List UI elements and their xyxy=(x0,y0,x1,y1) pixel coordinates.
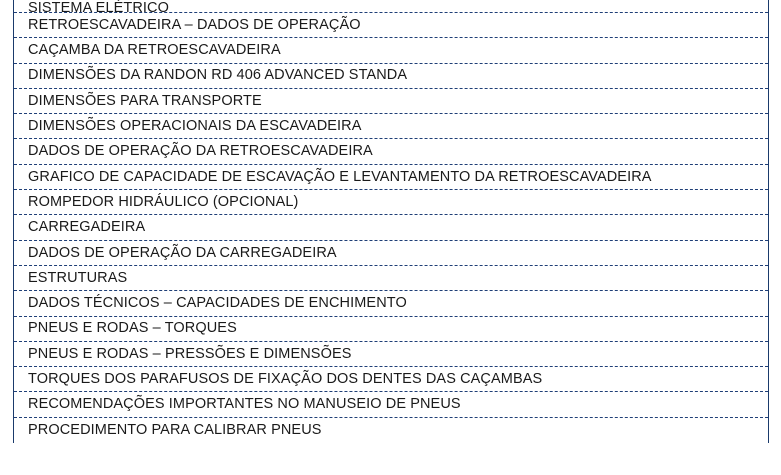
toc-entry-label: DADOS TÉCNICOS – CAPACIDADES DE ENCHIMENTO xyxy=(28,296,413,311)
toc-row[interactable] xyxy=(14,215,768,240)
toc-entry-label: PNEUS E RODAS – TORQUES xyxy=(28,321,243,336)
toc-entry-label: ROMPEDOR HIDRÁULICO (OPCIONAL) xyxy=(28,195,304,210)
toc-row[interactable] xyxy=(14,342,768,367)
toc-row[interactable] xyxy=(14,367,768,392)
toc-entry-label: DIMENSÕES OPERACIONAIS DA ESCAVADEIRA xyxy=(28,119,368,134)
toc-entry-label: PNEUS E RODAS – PRESSÕES E DIMENSÕES xyxy=(28,347,358,362)
toc-entry-label: TORQUES DOS PARAFUSOS DE FIXAÇÃO DOS DENTES DAS CAÇAMBAS xyxy=(28,372,548,387)
toc-row[interactable] xyxy=(14,139,768,164)
toc-row[interactable] xyxy=(14,64,768,89)
toc-row[interactable] xyxy=(14,165,768,190)
toc-row[interactable] xyxy=(14,418,768,443)
toc-row[interactable] xyxy=(14,190,768,215)
toc-entry-label: CARREGADEIRA xyxy=(28,220,151,235)
toc-entry-label: DIMENSÕES DA RANDON RD 406 ADVANCED STANDA xyxy=(28,68,413,83)
toc-row[interactable] xyxy=(14,13,768,38)
table-of-contents xyxy=(13,0,769,443)
toc-row[interactable] xyxy=(14,266,768,291)
toc-entry-label: GRAFICO DE CAPACIDADE DE ESCAVAÇÃO E LEVANTAMENTO DA RETROESCAVADEIRA xyxy=(28,170,658,185)
toc-entry-label: CAÇAMBA DA RETROESCAVADEIRA xyxy=(28,43,287,58)
toc-entry-label: DADOS DE OPERAÇÃO DA RETROESCAVADEIRA xyxy=(28,144,379,159)
toc-entry-label: DIMENSÕES PARA TRANSPORTE xyxy=(28,94,268,109)
toc-row[interactable] xyxy=(14,0,768,13)
toc-entry-label: RECOMENDAÇÕES IMPORTANTES NO MANUSEIO DE PNEUS xyxy=(28,397,467,412)
toc-row[interactable] xyxy=(14,114,768,139)
toc-row[interactable] xyxy=(14,89,768,114)
toc-row[interactable] xyxy=(14,317,768,342)
toc-entry-label: ESTRUTURAS xyxy=(28,271,133,286)
toc-entry-label: DADOS DE OPERAÇÃO DA CARREGADEIRA xyxy=(28,246,343,261)
toc-row[interactable] xyxy=(14,392,768,417)
toc-entry-label: PROCEDIMENTO PARA CALIBRAR PNEUS xyxy=(28,423,328,438)
toc-row[interactable] xyxy=(14,241,768,266)
toc-entry-label: SISTEMA ELÉTRICO xyxy=(28,1,175,14)
toc-row[interactable] xyxy=(14,291,768,316)
toc-entry-label: RETROESCAVADEIRA – DADOS DE OPERAÇÃO xyxy=(28,18,367,33)
toc-row[interactable] xyxy=(14,38,768,63)
